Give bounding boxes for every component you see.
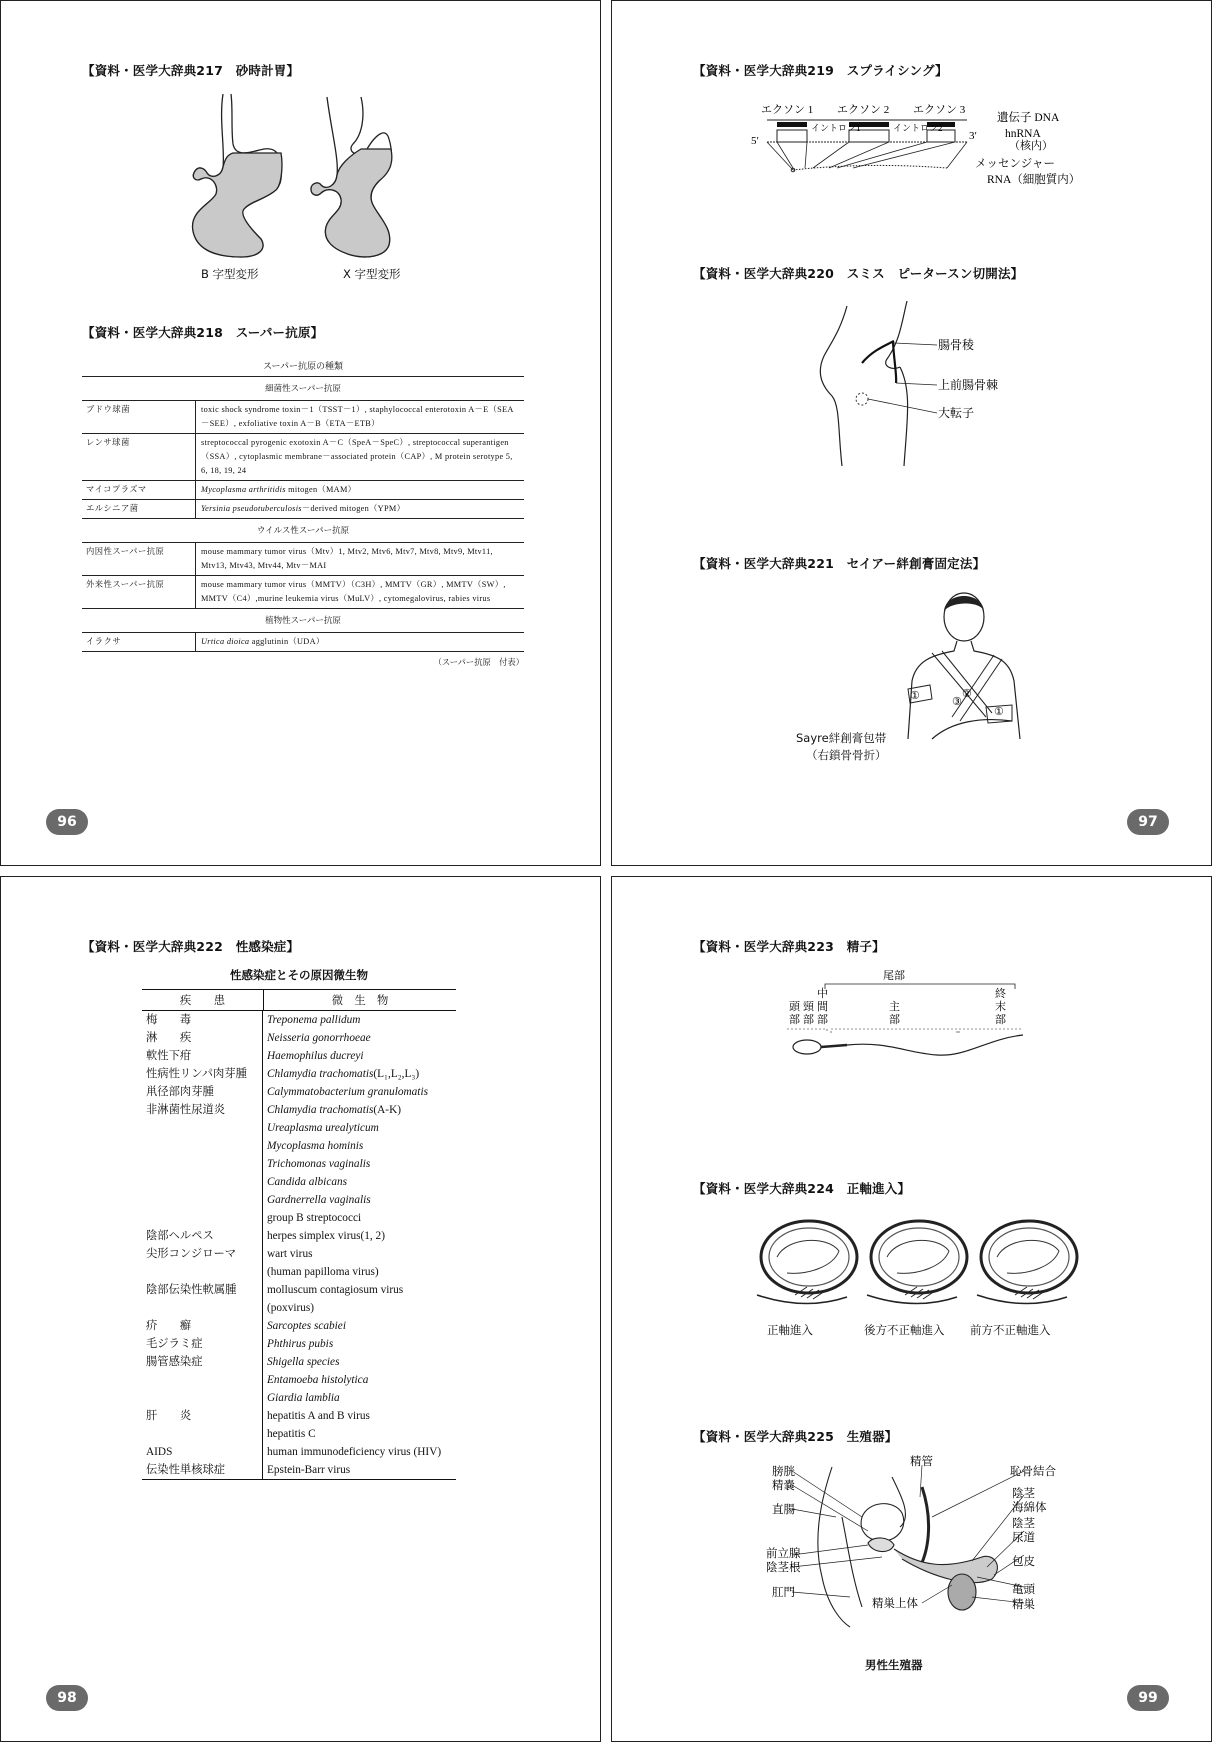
table-row [82, 434, 524, 481]
label-epididymis: 精巣上体 [872, 1598, 918, 1610]
col-organism-header: 微 生 物 [331, 995, 389, 1007]
species-name: Yersinia pseudotuberculosis [201, 504, 302, 513]
row-name: イラクサ [82, 633, 196, 651]
organism-name: hepatitis A and B virus [267, 1410, 370, 1422]
organism-name: herpes simplex virus(1, 2) [267, 1230, 385, 1242]
terminal-label-1: 終 [995, 988, 1006, 1000]
heading-225: 【資料・医学大辞典225 生殖器】 [693, 1429, 898, 1444]
sperm-tail [847, 1035, 1023, 1055]
disease-cell: 陰部伝染性軟属腫 [146, 1284, 237, 1296]
disease-cell: 非淋菌性尿道炎 [146, 1104, 226, 1116]
organism-name: Shigella species [267, 1356, 340, 1368]
superantigen-table [82, 356, 524, 668]
organism-name: group B streptococci [267, 1212, 362, 1224]
row-suffix: agglutinin（UDA） [249, 637, 325, 646]
head-label-2: 部 [789, 1014, 800, 1026]
row-text: mouse mammary tumor virus（MMTV）（C3H）, MMTV（GR）, MMTV（SW）, MMTV（C4）,murine leukemia virus（MuLV）, cytomegalovirus, rabies virus [201, 580, 506, 603]
organism-name: Neisseria gonorrhoeae [267, 1032, 371, 1044]
organism-cell [267, 1389, 456, 1407]
heading-218: 【資料・医学大辞典218 スーパー抗原】 [82, 325, 324, 340]
intron1-label: イントロン1 [811, 123, 861, 133]
organism-cell [267, 1299, 456, 1317]
organism-cell [267, 1065, 456, 1083]
section-bacterial: 細菌性スーパー抗原 [82, 377, 524, 401]
disease-column [142, 1011, 263, 1479]
label-urethra: 尿道 [1012, 1532, 1035, 1544]
tail-label: 尾部 [883, 970, 905, 982]
five-prime: 5′ [751, 135, 759, 147]
organism-name: (poxvirus) [267, 1302, 315, 1314]
mark-2: ② [962, 688, 972, 700]
principal-label-2: 部 [889, 1014, 900, 1026]
terminal-label-3: 部 [995, 1014, 1006, 1026]
section-plant: 植物性スーパー抗原 [82, 609, 524, 633]
disease-cell: 性病性リンパ肉芽腫 [146, 1068, 247, 1080]
organism-cell [267, 1011, 456, 1029]
hnrna-label: hnRNA [1005, 128, 1041, 140]
exon1-block [777, 122, 807, 127]
label-anus: 肛門 [772, 1587, 795, 1599]
middle-label-1: 中 [817, 988, 828, 1000]
organism-cell [267, 1083, 456, 1101]
disease-cell [146, 1209, 262, 1227]
disease-cell: 淋 疾 [146, 1032, 192, 1044]
std-table [142, 967, 456, 1480]
heading-217: 【資料・医学大辞典217 砂時計胃】 [82, 63, 300, 78]
row-text [196, 633, 524, 651]
label-corpus-2: 海綿体 [1012, 1502, 1047, 1514]
organism-name: Candida albicans [267, 1176, 348, 1188]
neck-label-2: 部 [803, 1014, 814, 1026]
caption-x-shape: X 字型変形 [343, 267, 401, 281]
organism-name: human immunodeficiency virus (HIV) [267, 1446, 442, 1458]
organism-name: Treponema pallidum [267, 1014, 361, 1026]
table-row [82, 576, 524, 609]
organism-suffix: (L₁,L₂,L₃) [373, 1068, 420, 1080]
organism-name: Epstein-Barr virus [267, 1464, 351, 1476]
organism-cell [267, 1227, 456, 1245]
neck-label-1: 頸 [803, 1001, 814, 1013]
row-suffix: －derived mitogen（YPM） [301, 504, 406, 513]
label-glans: 亀頭 [1012, 1584, 1035, 1596]
label-rectum: 直腸 [772, 1504, 795, 1516]
table-row [82, 401, 524, 434]
page-99 [611, 876, 1212, 1742]
organism-cell [267, 1101, 456, 1119]
label-seminal-vesicle: 精嚢 [772, 1480, 795, 1492]
organism-cell [267, 1263, 456, 1281]
organism-cell [267, 1317, 456, 1335]
organism-name: Ureaplasma urealyticum [267, 1122, 379, 1134]
organism-name: Phthirus pubis [267, 1338, 334, 1350]
table-row [82, 543, 524, 576]
organism-cell [267, 1209, 456, 1227]
caption-male-reproductive: 男性生殖器 [865, 1658, 923, 1672]
page-number: 96 [46, 809, 88, 835]
page-number: 97 [1127, 809, 1169, 835]
organism-cell [267, 1155, 456, 1173]
organism-cell [267, 1119, 456, 1137]
organism-name: Chlamydia trachomatis [267, 1104, 374, 1116]
middle-label-3: 部 [817, 1014, 828, 1026]
organism-name: Chlamydia trachomatis [267, 1068, 374, 1080]
organism-cell [267, 1353, 456, 1371]
mark-3: ③ [952, 696, 962, 708]
row-suffix: mitogen（MAM） [285, 485, 357, 494]
exon3-label: エクソン 3 [913, 104, 966, 116]
species-name: Mycoplasma arthritidis [201, 485, 286, 494]
organism-name: Gardnerrella vaginalis [267, 1194, 371, 1206]
label-bladder: 膀胱 [772, 1466, 795, 1478]
organism-name: Mycoplasma hominis [267, 1140, 364, 1152]
mark-1-left: ① [910, 690, 920, 702]
disease-cell [146, 1119, 262, 1137]
row-name: マイコプラズマ [82, 481, 196, 499]
row-name: 外来性スーパー抗原 [82, 576, 196, 608]
smith-petersen-incision-figure [812, 301, 1012, 466]
organism-cell [267, 1371, 456, 1389]
table-title: 性感染症とその原因微生物 [230, 968, 368, 982]
sayre-bandage-figure [902, 589, 1042, 754]
organism-cell [267, 1461, 456, 1479]
organism-cell [267, 1443, 456, 1461]
disease-cell: 肝 炎 [146, 1410, 192, 1422]
sayre-caption: Sayre絆創膏包帯 [796, 731, 887, 745]
greater-trochanter-mark [856, 393, 868, 405]
middle-label-2: 間 [817, 1001, 828, 1013]
disease-cell: 疥 癬 [146, 1320, 192, 1332]
exon2-label: エクソン 2 [837, 104, 890, 116]
disease-cell [146, 1299, 262, 1317]
engagement-diagram-3 [977, 1221, 1077, 1304]
iliac-crest-incision [862, 341, 894, 363]
disease-cell: 軟性下疳 [146, 1050, 192, 1062]
disease-cell: 梅 毒 [146, 1014, 192, 1026]
row-name: レンサ球菌 [82, 434, 196, 480]
disease-cell: 尖形コンジローマ [146, 1248, 237, 1260]
label-symphysis: 恥骨結合 [1010, 1466, 1056, 1478]
mrna-label-2: RNA（細胞質内） [987, 174, 1081, 186]
heading-222: 【資料・医学大辞典222 性感染症】 [82, 939, 300, 954]
row-text: streptococcal pyrogenic exotoxin A－C（SpeA－SpeC）, streptococcal superantigen（SSA）, cytoplasmic membrane－associated protein（CAP）, M protein serotype 5, 6, 18, 19, 24 [201, 438, 513, 475]
label-greater-trochanter: 大転子 [938, 406, 975, 420]
heading-221: 【資料・医学大辞典221 セイアー絆創膏固定法】 [693, 556, 986, 571]
organism-cell [267, 1407, 456, 1425]
intron2-label: イントロン2 [893, 123, 943, 133]
row-text [196, 481, 524, 499]
row-name: ブドウ球菌 [82, 401, 196, 433]
row-name: エルシニア菌 [82, 500, 196, 518]
organism-suffix: (A-K) [373, 1104, 401, 1116]
fetal-engagement-figure [747, 1217, 1087, 1317]
organism-name: Giardia lamblia [267, 1392, 340, 1404]
three-prime: 3′ [969, 130, 977, 142]
table-body [142, 1011, 456, 1480]
table-note: （スーパー抗原 付表） [433, 658, 524, 667]
disease-cell [146, 1389, 262, 1407]
row-name: 内因性スーパー抗原 [82, 543, 196, 575]
organism-cell [267, 1245, 456, 1263]
disease-cell [146, 1263, 262, 1281]
heading-219: 【資料・医学大辞典219 スプライシング】 [693, 63, 948, 78]
species-name: Urtica dioica [201, 637, 250, 646]
caption-b-shape: B 字型変形 [201, 267, 259, 281]
organism-name: hepatitis C [267, 1428, 316, 1440]
organism-name: Entamoeba histolytica [267, 1374, 369, 1386]
organism-name: (human papilloma virus) [267, 1266, 379, 1278]
caption-posterior-asynclitism: 後方不正軸進入 [864, 1323, 945, 1337]
nucleus-label: （核内） [1009, 140, 1053, 152]
mrna-label-1: メッセンジャー [975, 158, 1055, 170]
row-text [196, 500, 524, 518]
caption-anterior-asynclitism: 前方不正軸進入 [970, 1323, 1051, 1337]
gene-dna-label: 遺伝子 DNA [997, 112, 1060, 124]
disease-cell: 毛ジラミ症 [146, 1338, 203, 1350]
heading-223: 【資料・医学大辞典223 精子】 [693, 939, 885, 954]
heading-224: 【資料・医学大辞典224 正軸進入】 [693, 1181, 911, 1196]
disease-cell [146, 1191, 262, 1209]
vertical-incision [893, 342, 896, 383]
disease-cell [146, 1173, 262, 1191]
disease-cell [146, 1137, 262, 1155]
principal-label-1: 主 [889, 1001, 900, 1013]
caption-normal-engagement: 正軸進入 [767, 1323, 813, 1337]
organism-cell [267, 1137, 456, 1155]
heading-220: 【資料・医学大辞典220 スミス ピータースン切開法】 [693, 266, 1024, 281]
label-vas: 精管 [910, 1456, 933, 1468]
head-label-1: 頭 [789, 1001, 800, 1013]
disease-cell: AIDS [146, 1446, 173, 1458]
label-corpus-1: 陰茎 [1012, 1488, 1035, 1500]
disease-cell [146, 1425, 262, 1443]
organism-cell [267, 1425, 456, 1443]
disease-cell: 陰部ヘルペス [146, 1230, 214, 1242]
organism-cell [267, 1191, 456, 1209]
page-number: 99 [1127, 1685, 1169, 1711]
row-text: mouse mammary tumor virus（Mtv）1, Mtv2, Mtv6, Mtv7, Mtv8, Mtv9, Mtv11, Mtv13, Mtv43, Mtv44, Mtv－MAI [201, 547, 493, 570]
page-number: 98 [46, 1685, 88, 1711]
disease-cell: 伝染性単核球症 [146, 1464, 226, 1476]
organism-column [263, 1011, 456, 1479]
table-row [82, 633, 524, 652]
label-testis: 精巣 [1012, 1599, 1035, 1611]
splicing-diagram [747, 96, 1087, 196]
organism-cell [267, 1281, 456, 1299]
disease-cell [146, 1155, 262, 1173]
organism-cell [267, 1029, 456, 1047]
label-asis: 上前腸骨棘 [938, 378, 999, 392]
sperm-head [793, 1040, 821, 1054]
label-foreskin: 包皮 [1012, 1556, 1035, 1568]
label-prostate: 前立腺 [766, 1548, 801, 1560]
male-reproductive-figure [766, 1456, 1056, 1637]
sayre-caption-sub: （右鎖骨骨折） [806, 748, 887, 762]
section-viral: ウイルス性スーパー抗原 [82, 519, 524, 543]
disease-cell: 腸管感染症 [146, 1356, 203, 1368]
organism-cell [267, 1047, 456, 1065]
table-row [82, 500, 524, 519]
sperm-diagram [787, 967, 1027, 1067]
engagement-diagram-2 [867, 1221, 967, 1304]
table-row [82, 481, 524, 500]
organism-name: Sarcoptes scabiei [267, 1320, 346, 1332]
disease-cell: 鼡径部肉芽腫 [146, 1086, 214, 1098]
table-header [142, 989, 456, 1011]
label-iliac-crest: 腸骨稜 [938, 338, 975, 352]
organism-cell [267, 1335, 456, 1353]
label-penis-root: 陰茎根 [766, 1562, 801, 1574]
page-96 [0, 0, 601, 866]
table-title: スーパー抗原の種類 [82, 356, 524, 377]
organism-name: molluscum contagiosum virus [267, 1284, 404, 1296]
engagement-diagram-1 [757, 1221, 857, 1304]
mark-1-right: ① [994, 706, 1004, 718]
exon1-label: エクソン 1 [761, 104, 814, 116]
page-98 [0, 876, 601, 1742]
organism-name: Trichomonas vaginalis [267, 1158, 371, 1170]
organism-cell [267, 1173, 456, 1191]
disease-cell [146, 1371, 262, 1389]
organism-name: wart virus [267, 1248, 313, 1260]
organism-name: Haemophilus ducreyi [267, 1050, 364, 1062]
row-text: toxic shock syndrome toxin－1（TSST－1）, staphylococcal enterotoxin A－E（SEA－SEE）, exfoliative toxin A－B（ETA－ETB） [201, 405, 514, 428]
terminal-label-2: 末 [995, 1001, 1006, 1013]
page-97 [611, 0, 1212, 866]
hourglass-stomach-figure [181, 89, 441, 264]
label-penis: 陰茎 [1012, 1518, 1035, 1530]
organism-name: Calymmatobacterium granulomatis [267, 1086, 428, 1098]
col-disease-header: 疾 患 [142, 990, 264, 1010]
